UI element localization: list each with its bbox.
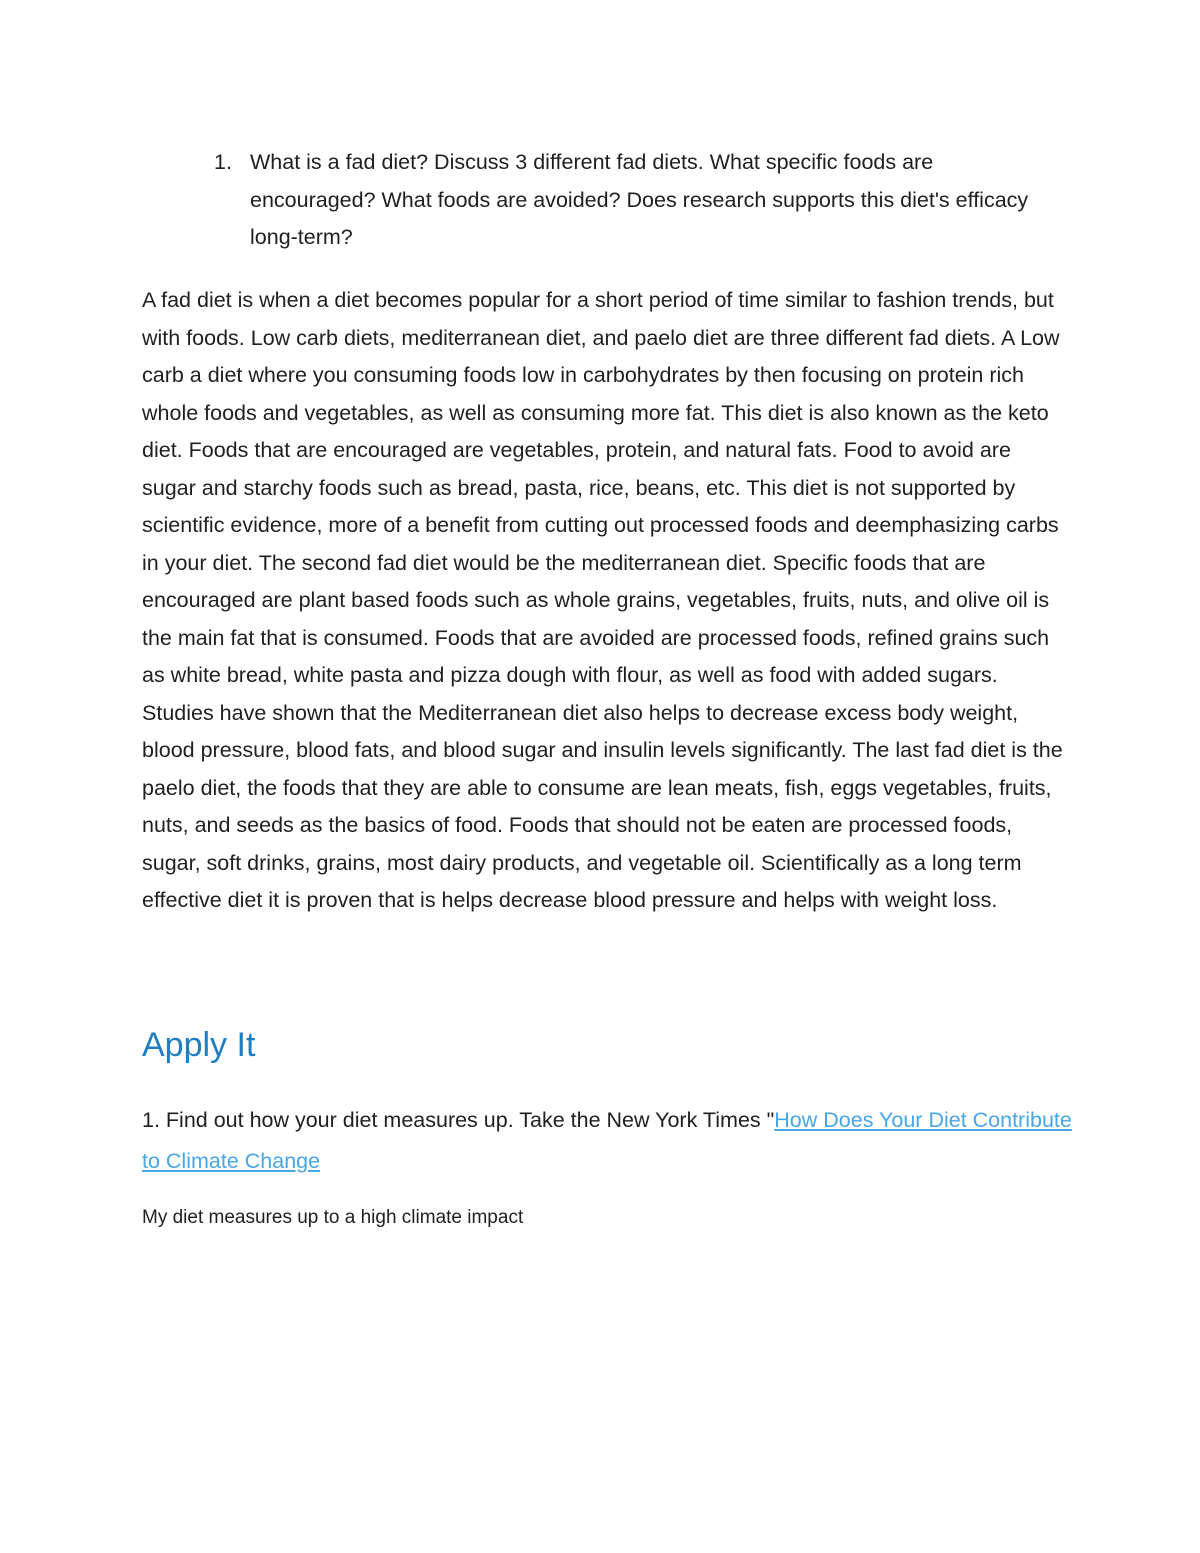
climate-change-quiz-link[interactable]: How Does Your Diet Contribute to Climate Change	[142, 1108, 1072, 1173]
apply-it-heading: Apply It	[142, 1026, 256, 1064]
apply-task-text: 1. Find out how your diet measures up. Take the New York Times "	[142, 1108, 775, 1132]
question-item	[214, 144, 1044, 257]
apply-response-text: My diet measures up to a high climate impact	[142, 1207, 524, 1228]
question-list	[214, 144, 1044, 257]
question-number: 1.	[214, 150, 232, 174]
answer-paragraph: A fad diet is when a diet becomes popular for a short period of time similar to fashion trends, but with foods. Low carb diets, mediterranean diet, and paelo diet are three different fad diets. A Low carb a diet where you consuming foods low in carbohydrates by then focusing on protein rich whole foods and vegetables, as well as consuming more fat. This diet is also known as the keto diet. Foods that are encouraged are vegetables, protein, and natural fats. Food to avoid are sugar and starchy foods such as bread, pasta, rice, beans, etc. This diet is not supported by scientific evidence, more of a benefit from cutting out processed foods and deemphasizing carbs in your diet. The second fad diet would be the mediterranean diet. Specific foods that are encouraged are plant based foods such as whole grains, vegetables, fruits, nuts, and olive oil is the main fat that is consumed. Foods that are avoided are processed foods, refined grains such as white bread, white pasta and pizza dough with flour, as well as food with added sugars. Studies have shown that the Mediterranean diet also helps to decrease excess body weight, blood pressure, blood fats, and blood sugar and insulin levels significantly. The last fad diet is the paelo diet, the foods that they are able to consume are lean meats, fish, eggs vegetables, fruits, nuts, and seeds as the basics of food. Foods that should not be eaten are processed foods, sugar, soft drinks, grains, most dairy products, and vegetable oil. Scientifically as a long term effective diet it is proven that is helps decrease blood pressure and helps with weight loss.	[142, 288, 1063, 912]
question-text: What is a fad diet? Discuss 3 different fad diets. What specific foods are encouraged? What foods are avoided? Does research supports this diet's efficacy long-term?	[250, 150, 1029, 249]
apply-task-paragraph	[142, 1100, 1077, 1182]
